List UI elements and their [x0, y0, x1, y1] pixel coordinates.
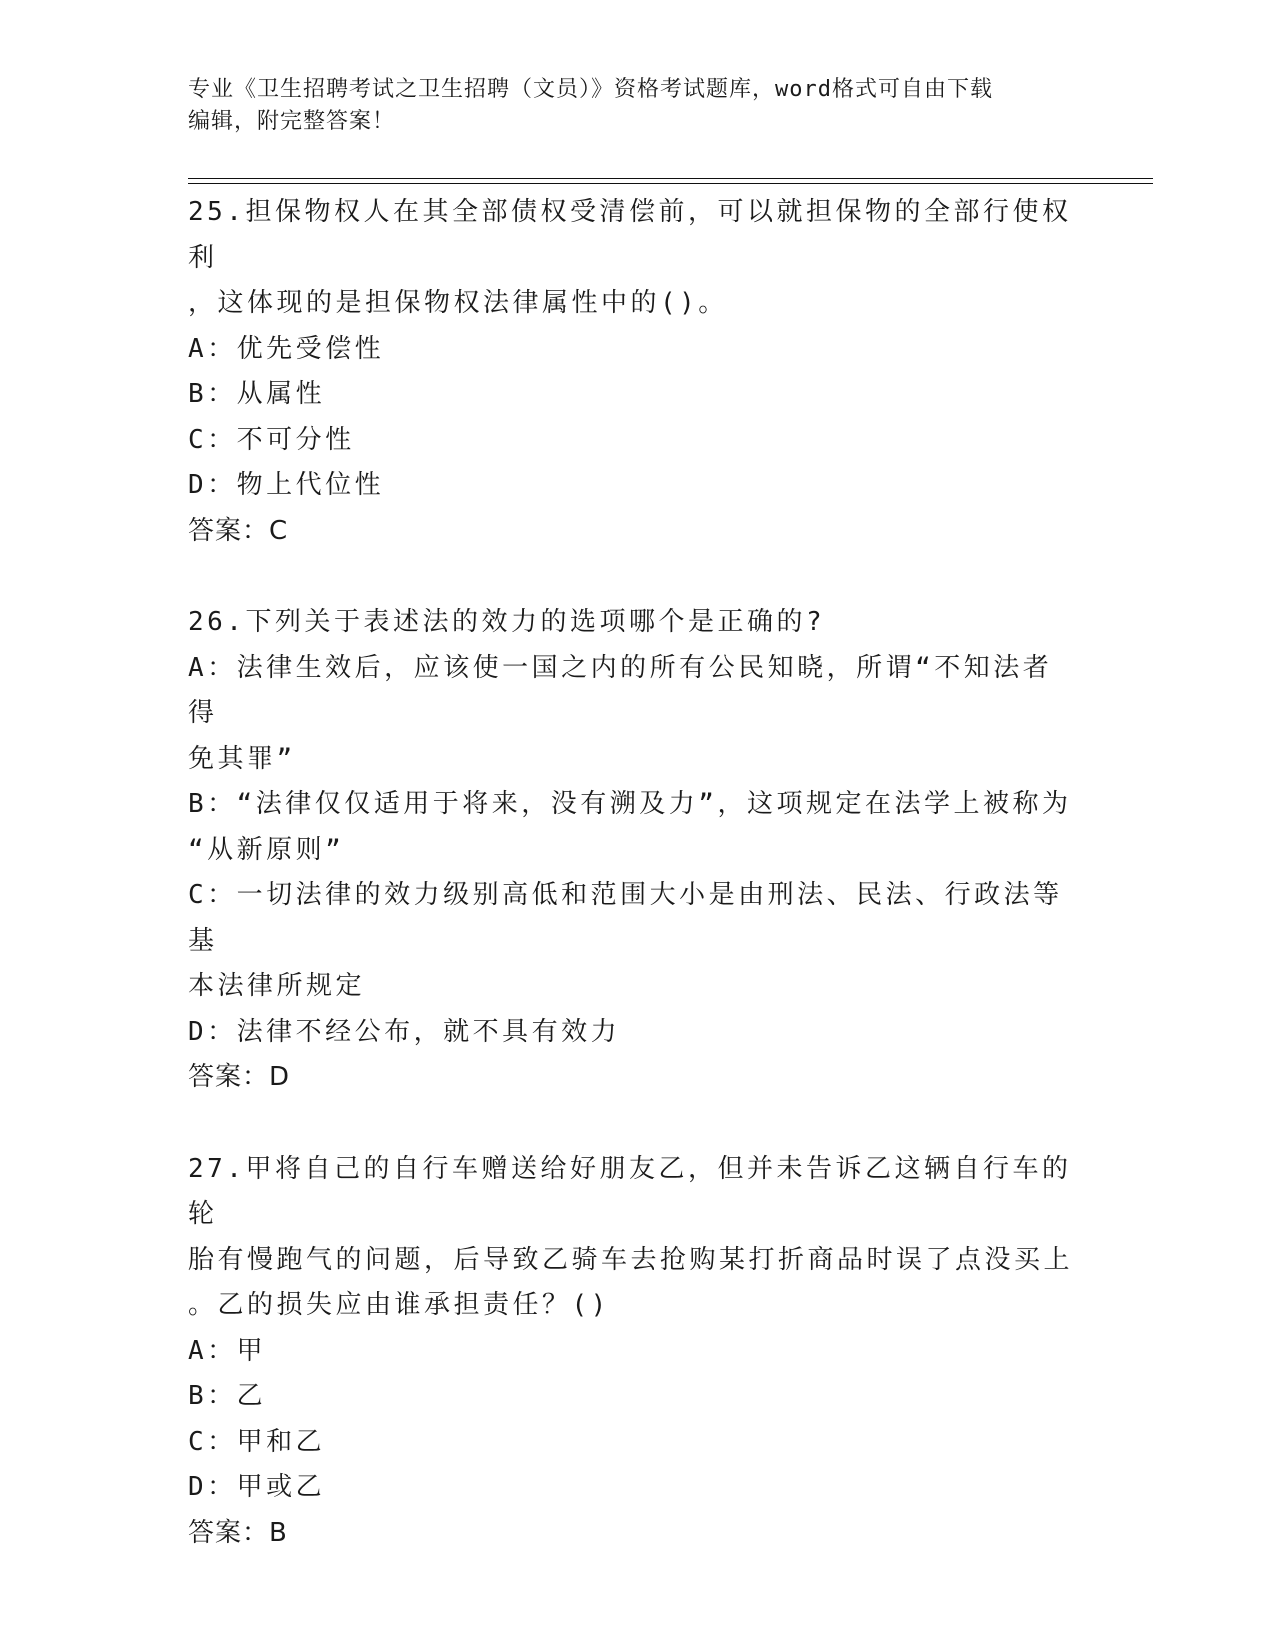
option-c: C：一切法律的效力级别高低和范围大小是由刑法、民法、行政法等基: [188, 880, 1063, 956]
option-d: D：甲或乙: [188, 1472, 326, 1502]
option-b: B：从属性: [188, 379, 326, 409]
question-stem-line: 26.下列关于表述法的效力的选项哪个是正确的?: [188, 607, 826, 637]
header-line-1: 专业《卫生招聘考试之卫生招聘（文员）》资格考试题库，word格式可自由下载: [188, 77, 993, 102]
option-b: B：乙: [188, 1381, 267, 1411]
header-line-2: 编辑，附完整答案！: [188, 109, 396, 134]
question-list: [188, 190, 1078, 1602]
question-25: [188, 190, 1078, 554]
document-header: [188, 74, 1088, 138]
header-divider-top: [188, 178, 1153, 179]
answer-line: 答案：B: [188, 1517, 288, 1548]
question-26: [188, 600, 1078, 1101]
question-stem-line: 25.担保物权人在其全部债权受清偿前，可以就担保物的全部行使权利: [188, 197, 1072, 273]
question-stem-line: 。乙的损失应由谁承担责任？(): [188, 1290, 610, 1320]
question-stem-line: 胎有慢跑气的问题，后导致乙骑车去抢购某打折商品时误了点没买上: [188, 1244, 1074, 1275]
header-divider-bottom: [188, 183, 1153, 184]
question-27: [188, 1147, 1078, 1557]
option-c-continued: 本法律所规定: [188, 971, 366, 1001]
option-b-continued: “从新原则”: [188, 834, 345, 865]
option-d: D：物上代位性: [188, 470, 385, 500]
question-stem-line: 27.甲将自己的自行车赠送给好朋友乙，但并未告诉乙这辆自行车的轮: [188, 1153, 1072, 1229]
option-a-continued: 免其罪”: [188, 743, 296, 774]
option-b: B：“法律仅仅适用于将来，没有溯及力”，这项规定在法学上被称为: [188, 789, 1072, 819]
question-stem-line: ，这体现的是担保物权法律属性中的()。: [188, 288, 728, 318]
option-d: D：法律不经公布，就不具有效力: [188, 1016, 621, 1047]
option-c: C：甲和乙: [188, 1426, 326, 1457]
answer-line: 答案：D: [188, 1062, 291, 1092]
option-c: C：不可分性: [188, 424, 355, 455]
answer-line: 答案：C: [188, 515, 289, 546]
option-a: A：甲: [188, 1335, 267, 1366]
option-a: A：法律生效后，应该使一国之内的所有公民知晓，所谓“不知法者得: [188, 652, 1053, 728]
option-a: A：优先受偿性: [188, 333, 385, 364]
